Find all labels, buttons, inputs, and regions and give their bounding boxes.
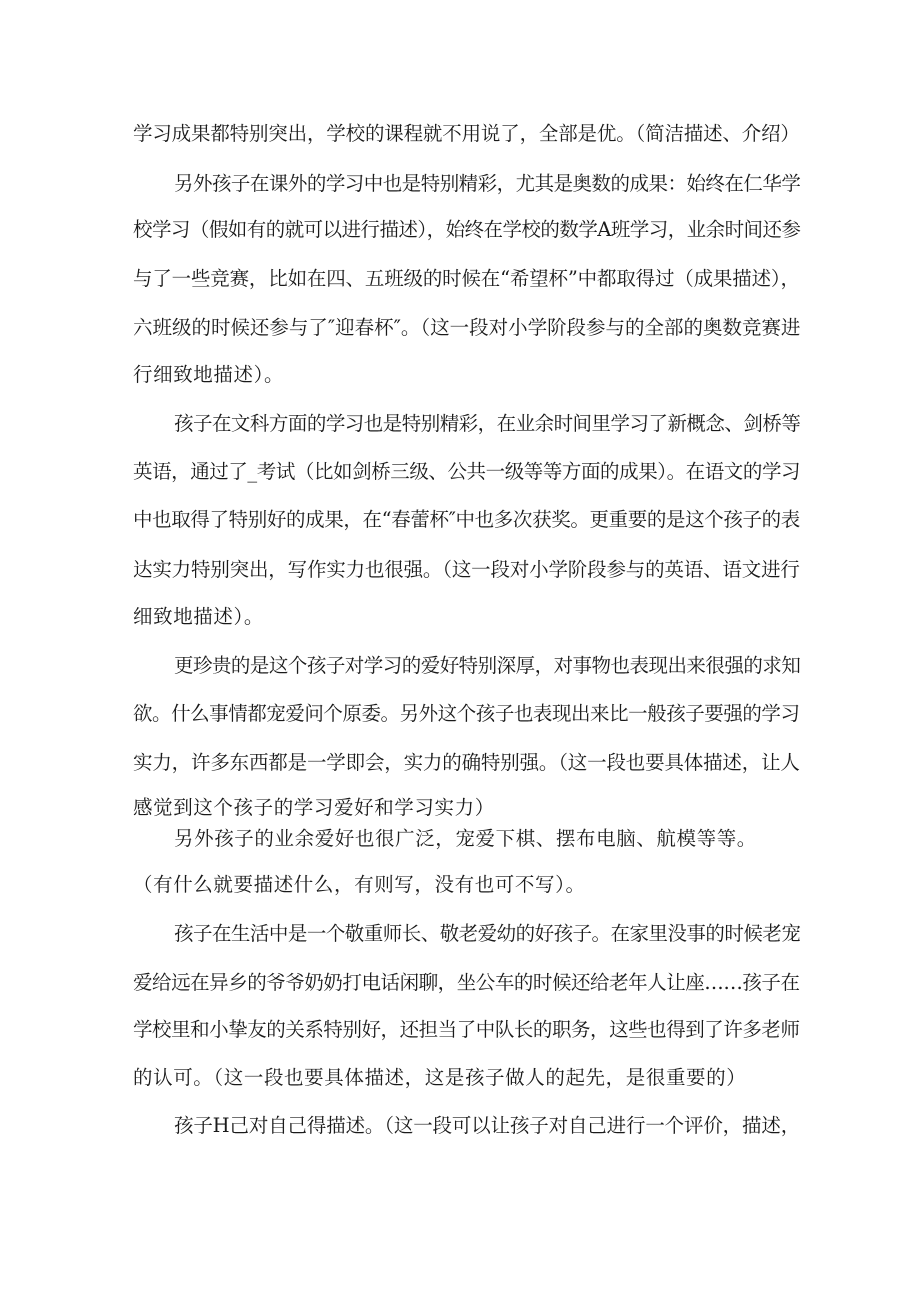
- text-line-2: 另外孩子在课外的学习中也是特别精彩，尤其是奥数的成果：始终在仁华学: [174, 172, 801, 195]
- text-line-5: 六班级的时候还参与了″迎春杯″。（这一段对小学阶段参与的全部的奥数竞赛进: [133, 316, 801, 339]
- text-line-20: 学校里和小挚友的关系特别好，还担当了中队长的职务，这些也得到了许多老师: [133, 1018, 800, 1041]
- text-line-12: 更珍贵的是这个孩子对学习的爱好特别深厚，对事物也表现出来很强的求知: [174, 654, 801, 677]
- text-line-17: （有什么就要描述什么，有则写，没有也可不写）。: [133, 873, 586, 896]
- text-line-3: 校学习（假如有的就可以进行描述），始终在学校的数学A班学习，业余时间还参: [133, 218, 801, 241]
- text-line-19: 爱给远在异乡的爷爷奶奶打电话闲聊，坐公车的时候还给老年人让座……孩子在: [133, 971, 800, 994]
- text-line-9: 中也取得了特别好的成果，在“春蕾杯″中也多次获奖。更重要的是这个孩子的表: [133, 508, 800, 531]
- text-line-16: 另外孩子的业余爱好也很广泛，宠爱下棋、摆布电脑、航模等等。: [174, 827, 757, 850]
- text-line-7: 孩子在文科方面的学习也是特别精彩，在业余时间里学习了新概念、剑桥等: [174, 412, 801, 435]
- text-line-6: 行细致地描述）。: [133, 363, 285, 386]
- text-line-13: 欲。什么事情都宠爱问个原委。另外这个孩子也表现出来比一般孩子要强的学习: [133, 702, 800, 725]
- text-line-18: 孩子在生活中是一个敬重师长、敬老爱幼的好孩子。在家里没事的时候老宠: [174, 922, 801, 945]
- text-line-15: 感觉到这个孩子的学习爱好和学习实力）: [133, 796, 495, 819]
- text-line-8: 英语，通过了_考试（比如剑桥三级、公共一级等等方面的成果）。在语文的学习: [133, 460, 801, 483]
- text-line-1: 学习成果都特别突出，学校的课程就不用说了，全部是优。（简洁描述、介绍）: [133, 122, 800, 145]
- text-line-10: 达实力特别突出，写作实力也很强。（这一段对小学阶段参与的英语、语文进行: [133, 558, 800, 581]
- text-line-14: 实力，许多东西都是一学即会，实力的确特别强。（这一段也要具体描述，让人: [133, 751, 800, 774]
- text-line-11: 细致地描述）。: [133, 605, 264, 628]
- text-line-22: 孩子H己对自己得描述。（这一段可以让孩子对自己进行一个评价，描述，: [174, 1114, 801, 1137]
- text-line-21: 的认可。（这一段也要具体描述，这是孩子做人的起先，是很重要的）: [133, 1066, 747, 1089]
- text-line-4: 与了一些竞赛，比如在四、五班级的时候在“希望杯”中都取得过（成果描述），: [133, 267, 800, 290]
